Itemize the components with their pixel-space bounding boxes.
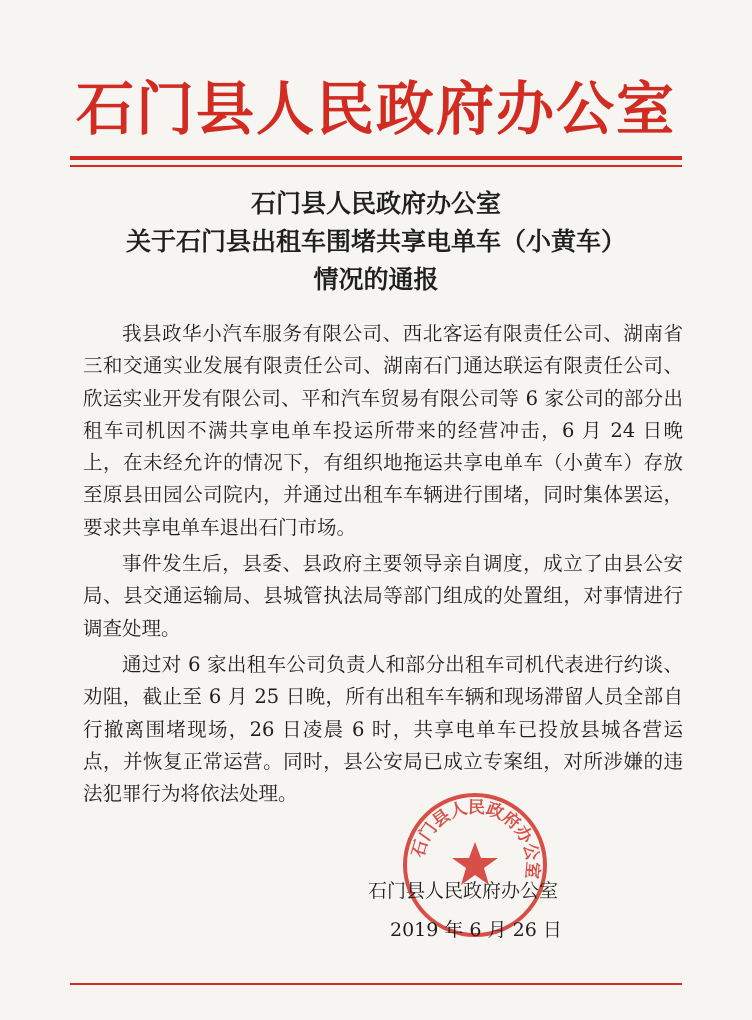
signature-org: 石门县人民政府办公室 [368, 880, 559, 902]
body-paragraph-1: 我县政华小汽车服务有限公司、西北客运有限责任公司、湖南省三和交通实业发展有限责任公司、湖南石门通达联运有限责任公司、欣运实业开发有限公司、平和汽车贸易有限公司等 6 家公司的部分出租车司机因不满共享电单车投运所带来的经营冲击，6 月 24 日晚上，在未经允许的情况下，有组织地拖运共享电单车（小黄车）存放至原县田园公司院内，并通过出租车车辆进行围堵，同时集体罢运，要求共享电单车退出石门市场。 [83, 322, 683, 539]
body-paragraph-3: 通过对 6 家出租车公司负责人和部分出租车司机代表进行约谈、劝阻，截止至 6 月 25 日晚，所有出租车车辆和现场滞留人员全部自行撤离围堵现场，26 日凌晨 6 时，共享电单车已投放县城各营运点，并恢复正常运营。同时，县公安局已成立专案组，对所涉嫌的违法犯罪行为将依法处理。 [83, 652, 683, 806]
title-line-3: 情况的通报 [313, 265, 439, 294]
letterhead-rule-thin [70, 165, 682, 167]
signature-date: 2019 年 6 月 26 日 [390, 919, 562, 941]
letterhead-rule-thick [70, 156, 682, 160]
document-title [60, 185, 692, 299]
letterhead-title: 石门县人民政府办公室 [75, 75, 676, 143]
body-paragraph-2: 事件发生后，县委、县政府主要领导亲自调度，成立了由县公安局、县交通运输局、县城管执法局等部门组成的处置组，对事情进行调查处理。 [83, 552, 683, 640]
title-line-1: 石门县人民政府办公室 [250, 189, 501, 218]
document-body [83, 318, 683, 814]
seal-text: 石门县人民政府办公室 [408, 797, 543, 880]
footer-rule [70, 983, 682, 985]
title-line-2: 关于石门县出租车围堵共享电单车（小黄车） [125, 227, 626, 256]
